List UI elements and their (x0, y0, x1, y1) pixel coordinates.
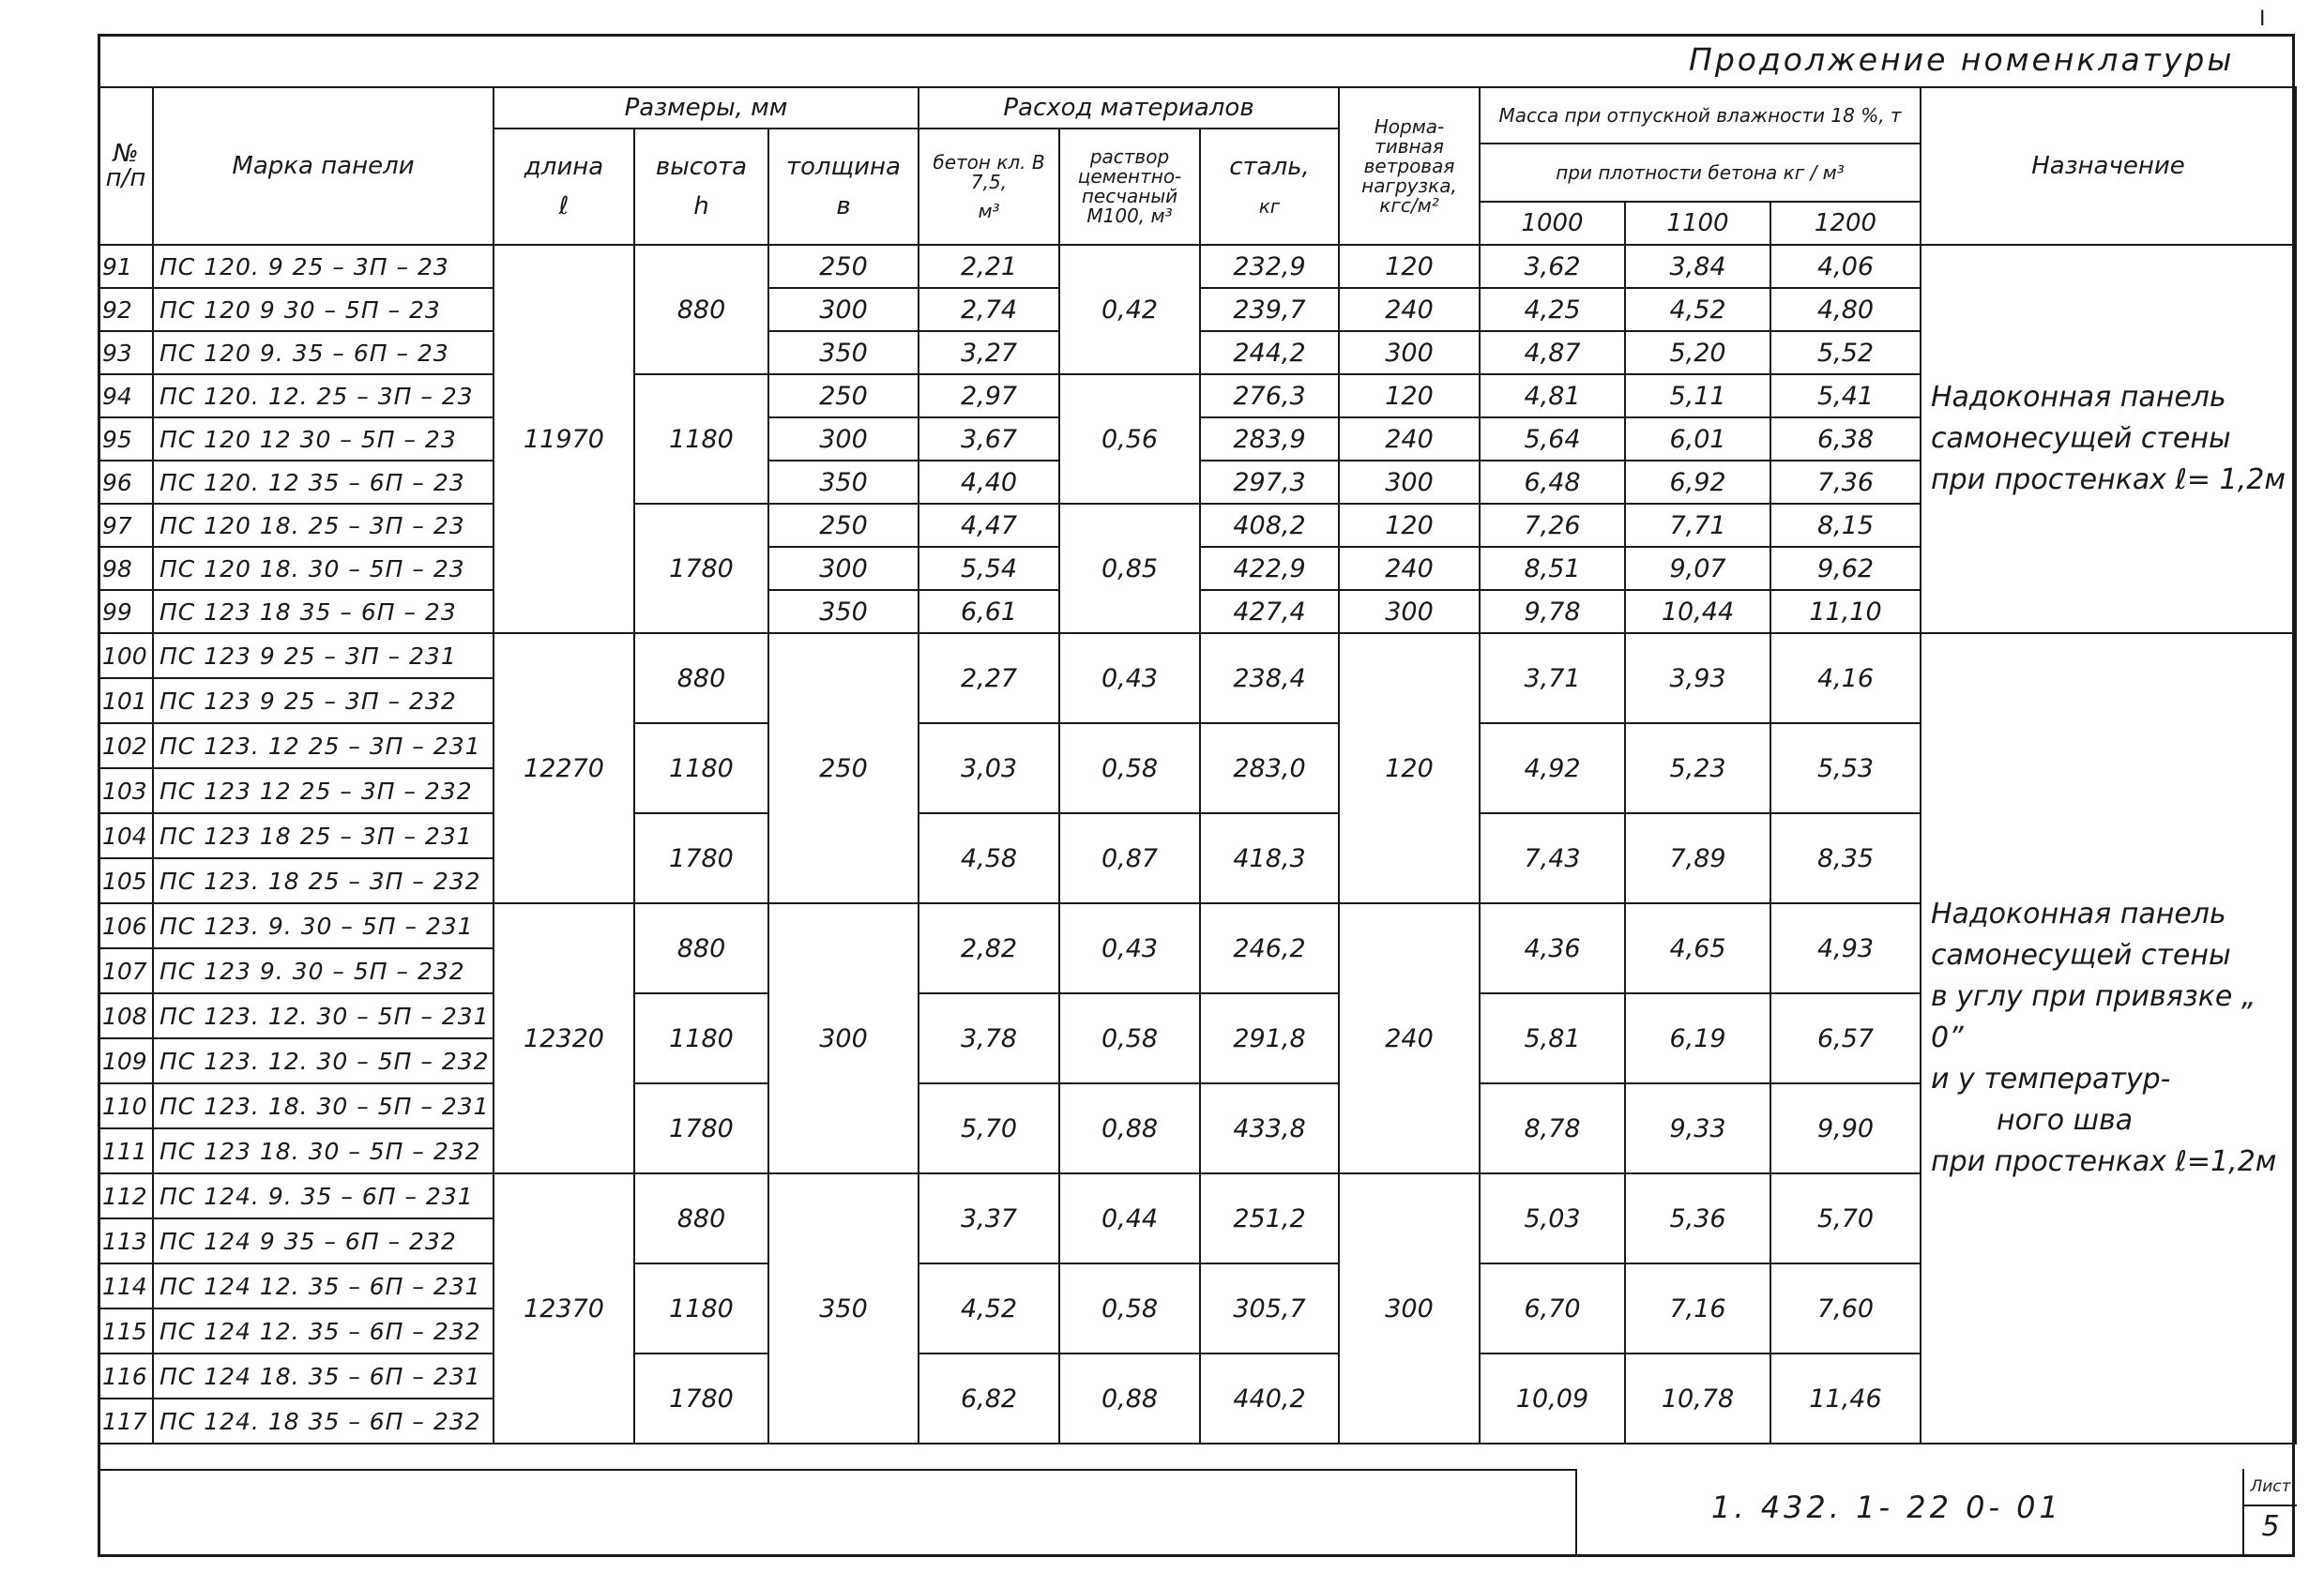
header-purpose: Назначение (1921, 87, 2296, 245)
concrete-cell: 2,82 (919, 903, 1059, 993)
mass-1000-cell: 4,25 (1480, 288, 1625, 331)
steel-cell: 276,3 (1200, 374, 1339, 417)
mass-1200-cell: 4,93 (1770, 903, 1921, 993)
mass-1000-cell: 10,09 (1480, 1354, 1625, 1444)
steel-cell: 239,7 (1200, 288, 1339, 331)
purpose-line: самонесущей стены (1931, 422, 2231, 455)
row-number: 96 (99, 461, 153, 504)
mass-1200-cell: 5,70 (1770, 1173, 1921, 1263)
height-symbol: h (693, 192, 709, 220)
height-cell: 1780 (634, 813, 768, 903)
steel-label: сталь, (1229, 153, 1310, 181)
steel-cell: 238,4 (1200, 633, 1339, 723)
header-length (494, 129, 634, 245)
purpose-line: при простенках ℓ=1,2м (1931, 1145, 2277, 1178)
panel-mark: ПС 123. 9. 30 – 5П – 231 (153, 903, 494, 948)
steel-cell: 246,2 (1200, 903, 1339, 993)
thickness-cell: 350 (768, 590, 919, 633)
concrete-cell: 4,58 (919, 813, 1059, 903)
title-block-divider (98, 1469, 1575, 1471)
mass-1000-cell: 5,03 (1480, 1173, 1625, 1263)
thickness-cell: 250 (768, 374, 919, 417)
mass-1100-cell: 5,36 (1625, 1173, 1770, 1263)
height-cell: 880 (634, 903, 768, 993)
height-cell: 1180 (634, 1263, 768, 1354)
panel-mark: ПС 120. 9 25 – 3П – 23 (153, 245, 494, 288)
mass-1200-cell: 11,46 (1770, 1354, 1921, 1444)
concrete-cell: 2,27 (919, 633, 1059, 723)
row-number: 99 (99, 590, 153, 633)
purpose-cell (1921, 245, 2296, 633)
thickness-cell: 300 (768, 903, 919, 1173)
header-wind: Норма-тивная ветровая нагрузка, кгс/м² (1339, 87, 1480, 245)
panel-mark: ПС 123. 12. 30 – 5П – 232 (153, 1038, 494, 1083)
mass-1000-cell: 6,70 (1480, 1263, 1625, 1354)
row-number: 101 (99, 678, 153, 723)
steel-cell: 297,3 (1200, 461, 1339, 504)
header-num: № п/п (99, 87, 153, 245)
header-mortar: раствор цементно-песчаный М100, м³ (1059, 129, 1200, 245)
header-density: при плотности бетона кг / м³ (1480, 144, 1921, 202)
thickness-cell: 350 (768, 1173, 919, 1444)
mass-1000-cell: 8,51 (1480, 547, 1625, 590)
row-number: 91 (99, 245, 153, 288)
row-number: 107 (99, 948, 153, 993)
thickness-cell: 350 (768, 331, 919, 374)
panel-mark: ПС 123. 12 25 – 3П – 231 (153, 723, 494, 768)
mass-1000-cell: 6,48 (1480, 461, 1625, 504)
panel-mark: ПС 120 12 30 – 5П – 23 (153, 417, 494, 461)
row-number: 100 (99, 633, 153, 678)
height-cell: 880 (634, 1173, 768, 1263)
thickness-cell: 250 (768, 633, 919, 903)
mass-1200-cell: 6,57 (1770, 993, 1921, 1083)
row-number: 116 (99, 1354, 153, 1399)
mass-1000-cell: 8,78 (1480, 1083, 1625, 1173)
purpose-line: самонесущей стены (1931, 939, 2231, 972)
mass-1100-cell: 10,78 (1625, 1354, 1770, 1444)
height-cell: 1780 (634, 1083, 768, 1173)
title-block-divider-vertical (1575, 1469, 1577, 1557)
header-materials: Расход материалов (919, 87, 1339, 129)
steel-cell: 244,2 (1200, 331, 1339, 374)
concrete-cell: 3,78 (919, 993, 1059, 1083)
table-row (99, 633, 2296, 678)
mass-1000-cell: 4,87 (1480, 331, 1625, 374)
header-height (634, 129, 768, 245)
mass-1200-cell: 5,53 (1770, 723, 1921, 813)
row-number: 97 (99, 504, 153, 547)
thickness-cell: 250 (768, 504, 919, 547)
panel-mark: ПС 120. 12 35 – 6П – 23 (153, 461, 494, 504)
mortar-cell: 0,44 (1059, 1173, 1200, 1263)
mass-1200-cell: 4,16 (1770, 633, 1921, 723)
concrete-cell: 3,67 (919, 417, 1059, 461)
steel-cell: 251,2 (1200, 1173, 1339, 1263)
thickness-label: толщина (786, 153, 901, 181)
length-symbol: ℓ (558, 192, 570, 220)
mortar-cell: 0,88 (1059, 1354, 1200, 1444)
title-block (98, 1469, 2295, 1557)
row-number: 112 (99, 1173, 153, 1218)
length-cell: 12370 (494, 1173, 634, 1444)
mass-1000-cell: 4,81 (1480, 374, 1625, 417)
steel-cell: 418,3 (1200, 813, 1339, 903)
height-cell: 1180 (634, 993, 768, 1083)
wind-cell: 300 (1339, 461, 1480, 504)
mass-1200-cell: 9,90 (1770, 1083, 1921, 1173)
mortar-cell: 0,87 (1059, 813, 1200, 903)
row-number: 94 (99, 374, 153, 417)
nomenclature-table (98, 86, 2297, 1444)
row-number: 117 (99, 1399, 153, 1444)
header-density-1100: 1100 (1625, 202, 1770, 245)
continuation-title: Продолжение номенклатуры (1689, 41, 2235, 78)
panel-mark: ПС 124 12. 35 – 6П – 232 (153, 1308, 494, 1354)
thickness-cell: 300 (768, 547, 919, 590)
concrete-cell: 2,74 (919, 288, 1059, 331)
length-cell: 12270 (494, 633, 634, 903)
header-steel (1200, 129, 1339, 245)
header-mass: Масса при отпускной влажности 18 %, т (1480, 87, 1921, 144)
steel-cell: 440,2 (1200, 1354, 1339, 1444)
height-label: высота (655, 153, 748, 181)
row-number: 111 (99, 1128, 153, 1173)
concrete-cell: 3,27 (919, 331, 1059, 374)
panel-mark: ПС 123 18. 30 – 5П – 232 (153, 1128, 494, 1173)
mass-1000-cell: 9,78 (1480, 590, 1625, 633)
purpose-line: при простенках ℓ= 1,2м (1931, 463, 2286, 496)
steel-cell: 408,2 (1200, 504, 1339, 547)
mass-1000-cell: 5,64 (1480, 417, 1625, 461)
wind-cell: 240 (1339, 417, 1480, 461)
mortar-cell: 0,58 (1059, 1263, 1200, 1354)
panel-mark: ПС 120 18. 25 – 3П – 23 (153, 504, 494, 547)
concrete-cell: 6,61 (919, 590, 1059, 633)
length-label: длина (524, 153, 604, 181)
steel-unit: кг (1258, 195, 1281, 218)
mass-1000-cell: 7,43 (1480, 813, 1625, 903)
mass-1100-cell: 7,89 (1625, 813, 1770, 903)
mortar-cell: 0,85 (1059, 504, 1200, 633)
wind-cell: 300 (1339, 331, 1480, 374)
row-number: 110 (99, 1083, 153, 1128)
mortar-cell: 0,56 (1059, 374, 1200, 504)
row-number: 109 (99, 1038, 153, 1083)
mortar-cell: 0,58 (1059, 993, 1200, 1083)
purpose-line: ного шва (1997, 1104, 2134, 1137)
length-cell: 12320 (494, 903, 634, 1173)
mass-1200-cell: 7,36 (1770, 461, 1921, 504)
panel-mark: ПС 120 9. 35 – 6П – 23 (153, 331, 494, 374)
table-row (99, 245, 2296, 288)
mass-1000-cell: 7,26 (1480, 504, 1625, 547)
panel-mark: ПС 123. 18 25 – 3П – 232 (153, 858, 494, 903)
panel-mark: ПС 120 18. 30 – 5П – 23 (153, 547, 494, 590)
mass-1200-cell: 7,60 (1770, 1263, 1921, 1354)
header-row-1 (99, 87, 2296, 129)
concrete-cell: 5,54 (919, 547, 1059, 590)
row-number: 114 (99, 1263, 153, 1308)
concrete-cell: 2,97 (919, 374, 1059, 417)
concrete-cell: 4,52 (919, 1263, 1059, 1354)
mass-1100-cell: 4,52 (1625, 288, 1770, 331)
panel-mark: ПС 124. 9. 35 – 6П – 231 (153, 1173, 494, 1218)
thickness-cell: 300 (768, 417, 919, 461)
wind-cell: 120 (1339, 633, 1480, 903)
row-number: 98 (99, 547, 153, 590)
row-number: 108 (99, 993, 153, 1038)
purpose-line: в углу при привязке „ 0” (1931, 980, 2256, 1054)
panel-mark: ПС 123 9. 30 – 5П – 232 (153, 948, 494, 993)
length-cell: 11970 (494, 245, 634, 633)
mass-1100-cell: 4,65 (1625, 903, 1770, 993)
concrete-cell: 3,37 (919, 1173, 1059, 1263)
mass-1000-cell: 4,92 (1480, 723, 1625, 813)
concrete-cell: 6,82 (919, 1354, 1059, 1444)
mass-1100-cell: 3,93 (1625, 633, 1770, 723)
thickness-cell: 350 (768, 461, 919, 504)
mass-1100-cell: 10,44 (1625, 590, 1770, 633)
mass-1100-cell: 5,11 (1625, 374, 1770, 417)
header-thickness (768, 129, 919, 245)
mass-1100-cell: 6,01 (1625, 417, 1770, 461)
panel-mark: ПС 123 9 25 – 3П – 231 (153, 633, 494, 678)
header-sizes: Размеры, мм (494, 87, 919, 129)
concrete-cell: 5,70 (919, 1083, 1059, 1173)
concrete-cell: 4,47 (919, 504, 1059, 547)
row-number: 115 (99, 1308, 153, 1354)
mass-1100-cell: 9,07 (1625, 547, 1770, 590)
mortar-cell: 0,43 (1059, 903, 1200, 993)
steel-cell: 232,9 (1200, 245, 1339, 288)
concrete-label: бетон кл. В 7,5, (933, 150, 1045, 193)
purpose-line: Надоконная панель (1931, 898, 2226, 930)
panel-mark: ПС 123 18 25 – 3П – 231 (153, 813, 494, 858)
steel-cell: 283,0 (1200, 723, 1339, 813)
panel-mark: ПС 123. 12. 30 – 5П – 231 (153, 993, 494, 1038)
height-cell: 1180 (634, 723, 768, 813)
concrete-unit: м³ (978, 199, 1000, 222)
steel-cell: 433,8 (1200, 1083, 1339, 1173)
purpose-cell (1921, 633, 2296, 1444)
mass-1000-cell: 4,36 (1480, 903, 1625, 993)
height-cell: 880 (634, 633, 768, 723)
mortar-cell: 0,42 (1059, 245, 1200, 374)
wind-cell: 120 (1339, 245, 1480, 288)
wind-cell: 120 (1339, 374, 1480, 417)
mortar-cell: 0,43 (1059, 633, 1200, 723)
header-concrete (919, 129, 1059, 245)
row-number: 113 (99, 1218, 153, 1263)
mass-1000-cell: 3,62 (1480, 245, 1625, 288)
header-mark: Марка панели (153, 87, 494, 245)
height-cell: 1780 (634, 1354, 768, 1444)
mass-1100-cell: 6,19 (1625, 993, 1770, 1083)
mass-1200-cell: 9,62 (1770, 547, 1921, 590)
row-number: 105 (99, 858, 153, 903)
mass-1200-cell: 5,41 (1770, 374, 1921, 417)
header-density-1000: 1000 (1480, 202, 1625, 245)
steel-cell: 283,9 (1200, 417, 1339, 461)
mass-1100-cell: 5,23 (1625, 723, 1770, 813)
panel-mark: ПС 123 18 35 – 6П – 23 (153, 590, 494, 633)
panel-mark: ПС 123 9 25 – 3П – 232 (153, 678, 494, 723)
steel-cell: 291,8 (1200, 993, 1339, 1083)
panel-mark: ПС 124 12. 35 – 6П – 231 (153, 1263, 494, 1308)
wind-cell: 300 (1339, 1173, 1480, 1444)
height-cell: 1180 (634, 374, 768, 504)
mass-1200-cell: 4,80 (1770, 288, 1921, 331)
concrete-cell: 2,21 (919, 245, 1059, 288)
concrete-cell: 3,03 (919, 723, 1059, 813)
panel-mark: ПС 123 12 25 – 3П – 232 (153, 768, 494, 813)
height-cell: 880 (634, 245, 768, 374)
mass-1200-cell: 5,52 (1770, 331, 1921, 374)
panel-mark: ПС 124 18. 35 – 6П – 231 (153, 1354, 494, 1399)
concrete-cell: 4,40 (919, 461, 1059, 504)
mass-1100-cell: 9,33 (1625, 1083, 1770, 1173)
sheet-label: Лист (2244, 1471, 2297, 1506)
row-number: 93 (99, 331, 153, 374)
panel-mark: ПС 120 9 30 – 5П – 23 (153, 288, 494, 331)
mass-1200-cell: 8,15 (1770, 504, 1921, 547)
wind-cell: 240 (1339, 547, 1480, 590)
purpose-line: Надоконная панель (1931, 381, 2226, 414)
mass-1200-cell: 4,06 (1770, 245, 1921, 288)
mass-1100-cell: 7,71 (1625, 504, 1770, 547)
mass-1000-cell: 5,81 (1480, 993, 1625, 1083)
sheet-number-box (2242, 1469, 2297, 1557)
mortar-cell: 0,88 (1059, 1083, 1200, 1173)
steel-cell: 422,9 (1200, 547, 1339, 590)
row-number: 95 (99, 417, 153, 461)
mass-1100-cell: 7,16 (1625, 1263, 1770, 1354)
panel-mark: ПС 120. 12. 25 – 3П – 23 (153, 374, 494, 417)
mass-1100-cell: 5,20 (1625, 331, 1770, 374)
row-number: 103 (99, 768, 153, 813)
purpose-line: и у температур- (1931, 1063, 2171, 1096)
height-cell: 1780 (634, 504, 768, 633)
mass-1100-cell: 6,92 (1625, 461, 1770, 504)
panel-mark: ПС 123. 18. 30 – 5П – 231 (153, 1083, 494, 1128)
document-code: 1. 432. 1- 22 0- 01 (1711, 1490, 2062, 1525)
mass-1200-cell: 11,10 (1770, 590, 1921, 633)
mass-1000-cell: 3,71 (1480, 633, 1625, 723)
thickness-cell: 300 (768, 288, 919, 331)
row-number: 104 (99, 813, 153, 858)
thickness-symbol: в (836, 192, 851, 220)
mass-1200-cell: 8,35 (1770, 813, 1921, 903)
sheet-number: 5 (2261, 1510, 2280, 1543)
corner-mark: I (2259, 8, 2266, 31)
thickness-cell: 250 (768, 245, 919, 288)
steel-cell: 305,7 (1200, 1263, 1339, 1354)
mass-1100-cell: 3,84 (1625, 245, 1770, 288)
panel-mark: ПС 124 9 35 – 6П – 232 (153, 1218, 494, 1263)
header-density-1200: 1200 (1770, 202, 1921, 245)
wind-cell: 240 (1339, 903, 1480, 1173)
wind-cell: 120 (1339, 504, 1480, 547)
panel-mark: ПС 124. 18 35 – 6П – 232 (153, 1399, 494, 1444)
row-number: 92 (99, 288, 153, 331)
mass-1200-cell: 6,38 (1770, 417, 1921, 461)
steel-cell: 427,4 (1200, 590, 1339, 633)
wind-cell: 240 (1339, 288, 1480, 331)
wind-cell: 300 (1339, 590, 1480, 633)
row-number: 106 (99, 903, 153, 948)
row-number: 102 (99, 723, 153, 768)
mortar-cell: 0,58 (1059, 723, 1200, 813)
